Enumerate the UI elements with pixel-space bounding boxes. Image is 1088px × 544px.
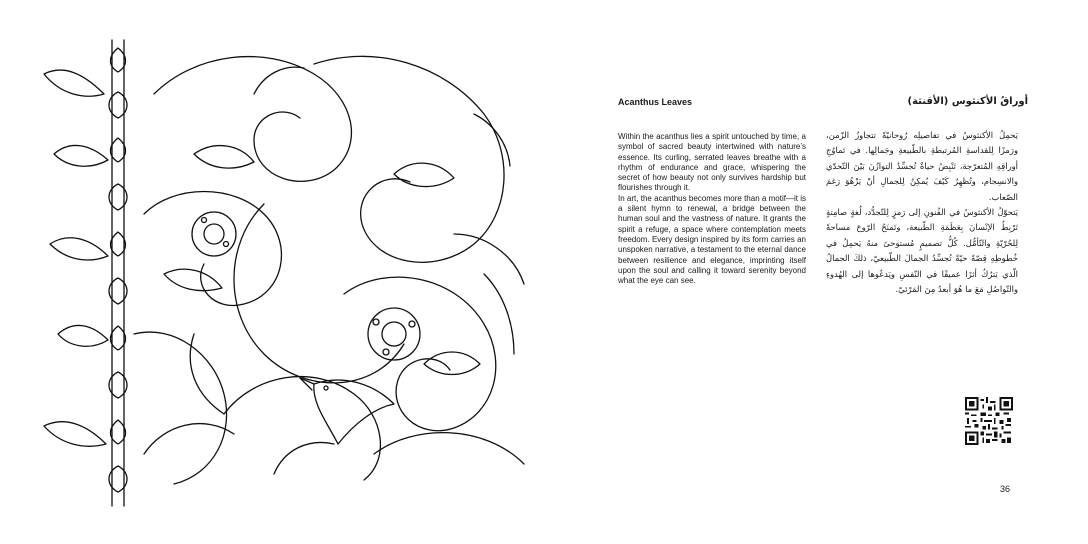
page-number: 36 [1000, 484, 1011, 494]
paragraph: يَتحوّلُ الأكنثوسُ في الفُنونِ إلى رَمزٍ لِلتّجدُّد، لُغةٍ صامِتةٍ تَرْبِطُ الإنْسانَ بِعَظَمَةِ الطّبيعة، وتَمنَحُ الرّوحَ مساحةً لِلحُرّيّةِ والتّأمُّل. كُلُّ تصميمٍ مُستوحىً منهُ يَحمِلُ في خُطوطِهِ قِصّةً حيّةً تُجسِّدُ الجمالَ الطّبيعيّ، ذلكَ الجمالُ الّذي يَترُكُ أثرًا عميقًا في النّفسِ ويَدعُوها إلى الهُدوءِ والتّواصُلِ مَعَ ما هُوَ أبعدُ مِنَ المَرْئيّ. [826, 207, 1018, 295]
acanthus-coloring-illustration [14, 34, 540, 510]
body-english [618, 132, 806, 286]
acanthus-scrolls [132, 44, 530, 500]
qr-code [965, 397, 1013, 445]
paragraph: يَحمِلُ الأكنثوسُ في تفاصيلِه رُوحانيّةً تتجاوزُ الزّمن، ورَمزًا لِلقداسةِ المُرتبطةِ بالطّبيعةِ وجَمالِها. في تَماوُجِ أوراقِهِ المُتعرّجة، تَنْبِضُ حياةٌ تُجسِّدُ التوازُنَ بَيْنَ التّحدّي والانسِجام، وتُظهِرُ كَيْفَ يُمكِنُ لِلجمالِ أنْ يَزْهُوَ رَغمَ الصّعاب. [826, 130, 1018, 202]
body-arabic [826, 128, 1018, 297]
ornamental-border [44, 40, 127, 506]
paragraph: In art, the acanthus becomes more than a motif—it is a silent hymn to renewal, a bridge between the human soul and the vastness of nature. It grants the spirit a refuge, a space where contemplation meets freedom. Every design inspired by its form carries an unspoken narrative, a testament to the eternal dance between resilience and elegance, imprinting itself upon the soul and calling it toward serenity beyond what the eye can see. [618, 193, 806, 286]
title-english: Acanthus Leaves [618, 97, 693, 107]
paragraph: Within the acanthus lies a spirit untouched by time, a symbol of sacred beauty intertwined with nature’s essence. Its curling, serrated leaves breathe with a rhythm of endurance and grace, whispering the secret of how beauty not only survives hardship but flourishes through it. [618, 132, 806, 193]
title-arabic: أوراقُ الأكنثوس (الأقنثة) [907, 96, 1028, 107]
